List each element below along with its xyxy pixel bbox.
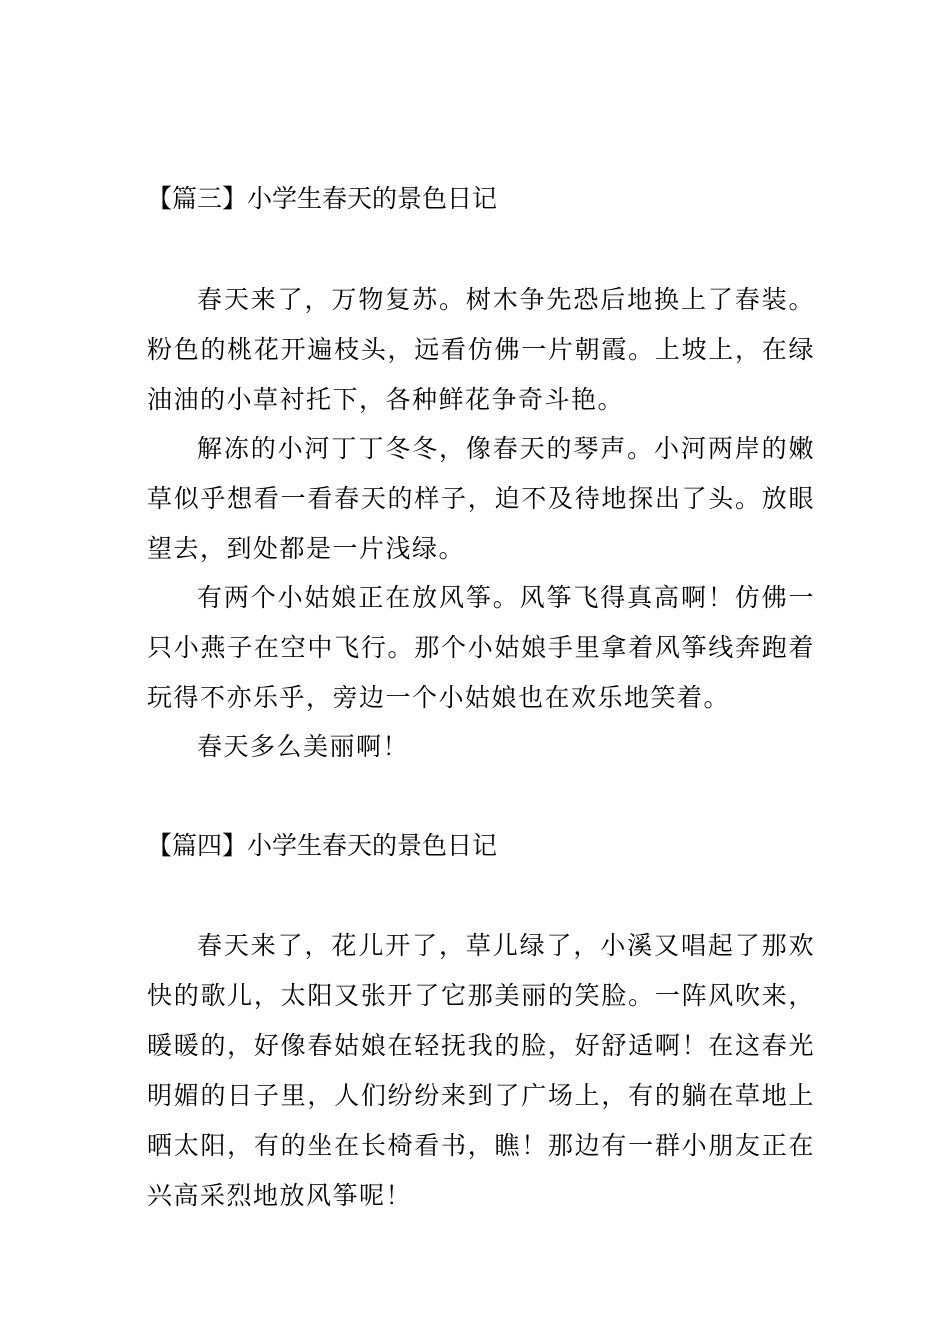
paragraph-3-3: 有两个小姑娘正在放风筝。风筝飞得真高啊！仿佛一只小燕子在空中飞行。那个小姑娘手里拿着风筝线奔跑着玩得不亦乐乎，旁边一个小姑娘也在欢乐地笑着。 xyxy=(147,583,815,712)
paragraph-3-1: 春天来了，万物复苏。树木争先恐后地换上了春装。粉色的桃花开遍枝头，远看仿佛一片朝霞。上坡上，在绿油油的小草衬托下，各种鲜花争奇斗艳。 xyxy=(147,285,815,414)
paragraph-3-4: 春天多么美丽啊！ xyxy=(197,732,410,761)
section-title-4: 【篇四】小学生春天的景色日记 xyxy=(147,831,498,860)
section-title-3: 【篇三】小学生春天的景色日记 xyxy=(147,184,498,213)
paragraph-4-1: 春天来了，花儿开了，草儿绿了，小溪又唱起了那欢快的歌儿，太阳又张开了它那美丽的笑脸。一阵风吹来，暖暖的，好像春姑娘在轻抚我的脸，好舒适啊！在这春光明媚的日子里，人们纷纷来到了广场上，有的躺在草地上晒太阳，有的坐在长椅看书，瞧！那边有一群小朋友正在兴高采烈地放风筝呢！ xyxy=(147,931,815,1210)
paragraph-3-2: 解冻的小河丁丁冬冬，像春天的琴声。小河两岸的嫩草似乎想看一看春天的样子，迫不及待地探出了头。放眼望去，到处都是一片浅绿。 xyxy=(147,434,815,563)
